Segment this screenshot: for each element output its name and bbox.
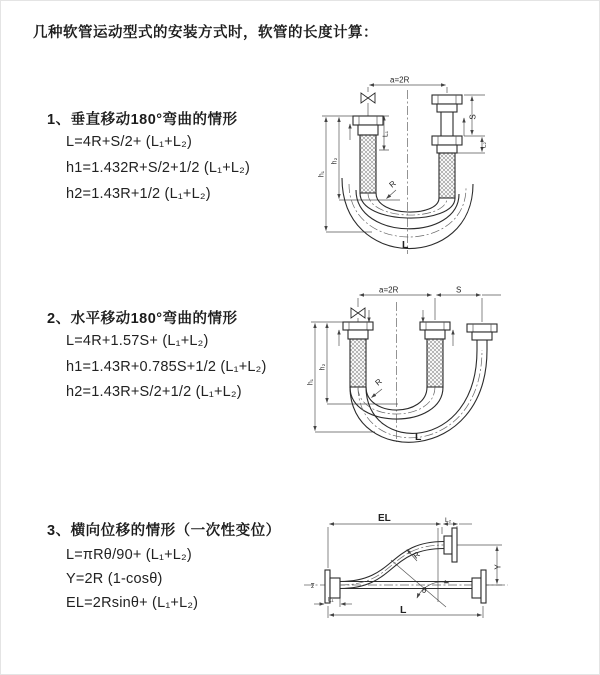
radius-label: R bbox=[411, 549, 422, 561]
section-2-formula-h2: h2=1.43R+S/2+1/2 (L₁+L₂) bbox=[66, 384, 242, 400]
dim-label-h1: h₁ bbox=[318, 170, 326, 178]
braided-hose-end-right bbox=[439, 153, 455, 198]
section-3-formula-el: EL=2Rsinθ+ (L₁+L₂) bbox=[66, 595, 199, 611]
section-2-formula-h1: h1=1.43R+0.785S+1/2 (L₁+L₂) bbox=[66, 359, 267, 375]
theta-label: θ bbox=[422, 586, 427, 595]
centerline-marker-z: z bbox=[311, 583, 315, 590]
dim-label-el: EL bbox=[378, 513, 391, 524]
dim-label-a2r: a=2R bbox=[390, 75, 410, 85]
braided-hose-end-middle bbox=[427, 339, 443, 387]
length-label: L bbox=[402, 239, 409, 251]
dim-label-l2: L₂ bbox=[445, 517, 452, 524]
valve-symbol bbox=[351, 308, 365, 322]
section-1-formula-l: L=4R+S/2+ (L₁+L₂) bbox=[66, 134, 192, 150]
dim-label-l1: L₁ bbox=[382, 130, 390, 138]
dim-label-h2: h₂ bbox=[331, 157, 339, 165]
section-1-heading: 1、垂直移动180°弯曲的情形 bbox=[47, 112, 238, 128]
section-3-formula-l: L=πRθ/90+ (L₁+L₂) bbox=[66, 547, 192, 563]
flange-right-lower bbox=[481, 570, 486, 603]
braided-hose-end-left bbox=[350, 339, 366, 387]
dim-label-h1: h₁ bbox=[307, 378, 315, 386]
diagram-vertical-180-bend bbox=[312, 66, 592, 264]
braided-hose-end-left bbox=[360, 135, 376, 193]
radius-label: R bbox=[373, 376, 384, 388]
hose-u-curves bbox=[350, 350, 487, 442]
dim-label-s: S bbox=[468, 114, 478, 120]
dim-label-l2: L₂ bbox=[480, 141, 488, 149]
section-1-formula-h2: h2=1.43R+1/2 (L₁+L₂) bbox=[66, 186, 211, 202]
section-3-formula-y: Y=2R (1-cosθ) bbox=[66, 571, 163, 587]
diagram-lateral-displacement bbox=[296, 498, 596, 660]
dim-label-s: S bbox=[456, 285, 462, 295]
length-label: L bbox=[415, 431, 422, 443]
valve-symbol bbox=[361, 93, 375, 116]
diagram-horizontal-180-bend bbox=[303, 282, 598, 454]
hose-displaced-position bbox=[340, 545, 444, 585]
page-title: 几种软管运动型式的安装方式时，软管的长度计算： bbox=[33, 25, 378, 41]
dim-label-y: Y bbox=[493, 564, 503, 570]
section-2-formula-l: L=4R+1.57S+ (L₁+L₂) bbox=[66, 333, 209, 349]
radius-label: R bbox=[387, 178, 398, 190]
dim-label-l1: L₁ bbox=[328, 596, 334, 604]
section-1-formula-h1: h1=1.432R+S/2+1/2 (L₁+L₂) bbox=[66, 160, 251, 176]
dim-label-h2: h₂ bbox=[319, 363, 327, 371]
dimension-lines bbox=[311, 295, 501, 432]
section-3-heading: 3、横向位移的情形（一次性变位） bbox=[47, 523, 281, 539]
length-label: L bbox=[400, 604, 407, 616]
flange-right-upper bbox=[452, 528, 457, 562]
dim-label-a2r: a=2R bbox=[379, 285, 399, 295]
section-2-heading: 2、水平移动180°弯曲的情形 bbox=[47, 311, 238, 327]
dimension-lines bbox=[314, 524, 502, 618]
flanges bbox=[325, 528, 486, 603]
